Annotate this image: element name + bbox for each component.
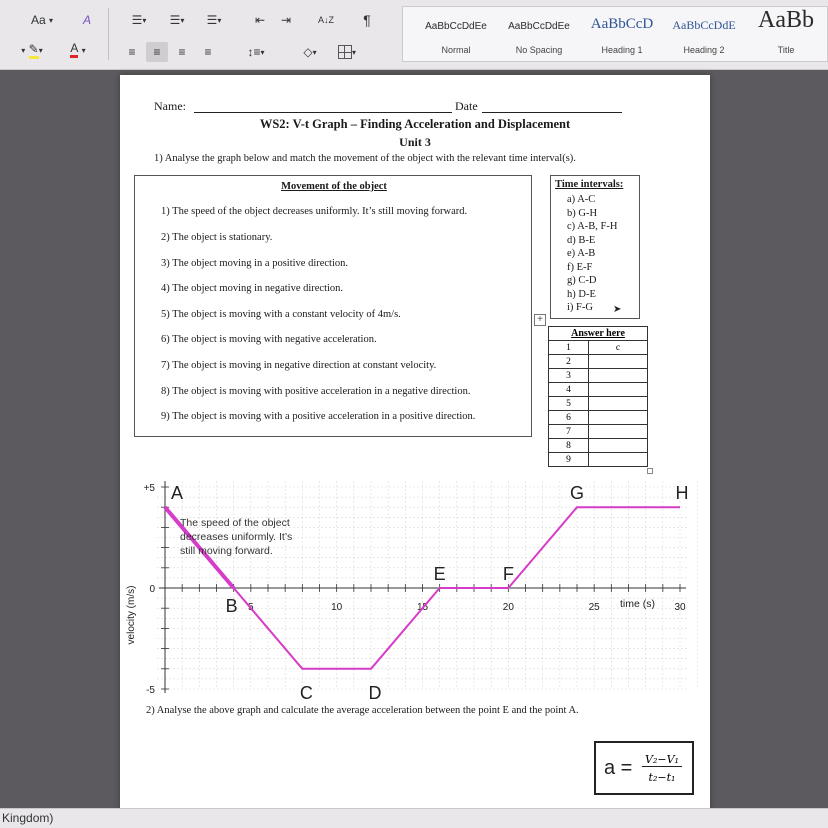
- answer-cell[interactable]: [589, 355, 648, 369]
- movement-item: 5) The object is moving with a constant velocity of 4m/s.: [161, 309, 401, 320]
- x-axis-label: time (s): [620, 598, 655, 610]
- chevron-down-icon: ▾: [21, 45, 26, 55]
- interval-item: i) F-G: [567, 302, 593, 313]
- decrease-indent-icon: ⇤: [254, 13, 266, 27]
- point-label: D: [368, 682, 382, 703]
- ribbon-toolbar: [0, 0, 828, 70]
- shading-button[interactable]: [294, 42, 326, 62]
- bullet-list-button[interactable]: [120, 10, 158, 30]
- decrease-indent-button[interactable]: [250, 10, 270, 30]
- name-line[interactable]: [194, 112, 452, 113]
- point-label: H: [675, 483, 689, 504]
- mouse-cursor-icon: ➤: [613, 304, 622, 315]
- chart-ticks: [144, 483, 686, 696]
- chevron-down-icon: ▾: [142, 15, 147, 25]
- point-label: C: [299, 682, 313, 703]
- table-row: [549, 439, 648, 453]
- answer-cell[interactable]: c: [589, 341, 648, 355]
- status-bar: [0, 808, 828, 828]
- graph-annotation: The speed of the object decreases uniformly. It’s still moving forward.: [180, 517, 293, 557]
- movement-item: 3) The object moving in a positive direction.: [161, 258, 349, 269]
- movement-item: 9) The object is moving with a positive acceleration in a positive direction.: [161, 411, 476, 422]
- chevron-down-icon: ▾: [351, 47, 356, 57]
- font-size-button[interactable]: [22, 10, 62, 30]
- x-tick-label: 5: [248, 602, 254, 613]
- y-axis-label: velocity (m/s): [126, 585, 137, 645]
- styles-gallery: [402, 6, 828, 62]
- answer-cell[interactable]: [589, 369, 648, 383]
- unit-label: Unit 3: [399, 135, 431, 149]
- answer-cell[interactable]: [589, 383, 648, 397]
- movement-item: 6) The object is moving with negative acceleration.: [161, 334, 377, 345]
- x-tick-label: 30: [674, 602, 686, 613]
- interval-item: b) G-H: [567, 207, 598, 219]
- style-name: Title: [777, 45, 795, 55]
- style-sample: AaBb: [758, 7, 814, 33]
- formula-numerator: V₂−V₁: [642, 753, 682, 767]
- vt-graph: [120, 465, 710, 705]
- movement-box: [134, 175, 532, 437]
- intervals-header: Time intervals:: [555, 179, 624, 190]
- table-row: [549, 397, 648, 411]
- date-label: Date: [455, 99, 478, 113]
- name-label: Name:: [154, 99, 186, 113]
- point-label: F: [502, 564, 514, 584]
- movement-item: 8) The object is moving with positive acceleration in a negative direction.: [161, 386, 471, 397]
- answer-number: 4: [549, 383, 589, 397]
- table-row: [549, 355, 648, 369]
- clear-formatting-icon: A: [82, 13, 91, 27]
- align-center-button[interactable]: [146, 42, 168, 62]
- style-name: Heading 2: [683, 45, 725, 55]
- formula-denominator: t₂−t₁: [648, 771, 676, 784]
- interval-item: g) C-D: [567, 275, 597, 286]
- chevron-down-icon: ▾: [260, 47, 265, 57]
- answer-number: 2: [549, 355, 589, 369]
- movement-item: 4) The object moving in negative direction.: [161, 283, 344, 294]
- answer-cell[interactable]: [589, 397, 648, 411]
- font-color-button[interactable]: [60, 40, 96, 60]
- highlight-button[interactable]: [8, 40, 56, 60]
- align-left-button[interactable]: [122, 42, 142, 62]
- style-no-spacing[interactable]: [499, 7, 579, 61]
- interval-item: e) A-B: [567, 248, 596, 259]
- numbered-list-button[interactable]: [160, 10, 194, 30]
- line-spacing-button[interactable]: [240, 42, 272, 62]
- table-row: [549, 327, 648, 341]
- style-normal[interactable]: [413, 7, 499, 61]
- chevron-down-icon: ▾: [180, 15, 185, 25]
- status-text: Kingdom): [2, 811, 54, 825]
- style-sample: AaBbCcDdEe: [425, 21, 487, 32]
- x-tick-label: 15: [416, 602, 429, 613]
- borders-button[interactable]: [330, 42, 364, 62]
- answer-number: 9: [549, 453, 589, 467]
- answer-number: 1: [549, 341, 589, 355]
- style-sample: AaBbCcDdEe: [508, 21, 570, 32]
- show-formatting-button[interactable]: [356, 10, 378, 30]
- answer-cell[interactable]: [589, 411, 648, 425]
- worksheet-title: WS2: V-t Graph – Finding Acceleration and Displacement: [259, 117, 571, 131]
- clear-formatting-button[interactable]: [74, 10, 100, 30]
- movement-header: Movement of the object: [281, 181, 387, 192]
- formula-box: [594, 741, 694, 795]
- point-label: G: [569, 483, 585, 504]
- style-sample: AaBbCcDdE: [672, 18, 736, 32]
- align-left-icon: ≡: [128, 45, 136, 59]
- chevron-down-icon: ▾: [312, 47, 317, 57]
- style-title[interactable]: [745, 7, 827, 61]
- ribbon-separator: [108, 8, 109, 60]
- movement-item: 7) The object is moving in negative direction at constant velocity.: [161, 360, 437, 371]
- time-intervals-box: [550, 175, 640, 319]
- y-tick-label: -5: [146, 685, 155, 696]
- justify-button[interactable]: [198, 42, 218, 62]
- sort-icon: A↓Z: [317, 15, 334, 25]
- answer-number: 3: [549, 369, 589, 383]
- numbered-list-icon: ☰: [169, 13, 181, 27]
- point-label: E: [433, 564, 446, 584]
- style-heading-1[interactable]: [581, 7, 663, 61]
- x-tick-label: 10: [331, 602, 343, 613]
- table-row: [549, 383, 648, 397]
- justify-icon: ≡: [204, 45, 212, 59]
- interval-item: a) A-C: [567, 194, 596, 205]
- x-tick-label: 25: [588, 602, 600, 613]
- document-page[interactable]: [120, 75, 710, 810]
- pilcrow-icon: ¶: [363, 12, 371, 28]
- table-row: [549, 341, 648, 355]
- table-row: [549, 369, 648, 383]
- borders-icon: [338, 45, 352, 59]
- table-move-handle-icon[interactable]: +: [534, 314, 546, 326]
- chevron-down-icon: ▾: [38, 45, 43, 55]
- answer-number: 8: [549, 439, 589, 453]
- style-sample: AaBbCcD: [590, 16, 654, 32]
- style-heading-2[interactable]: [663, 7, 745, 61]
- movement-item: 1) The speed of the object decreases uniformly. It’s still moving forward.: [161, 206, 468, 217]
- font-color-icon: A: [70, 42, 78, 58]
- x-tick-label: 20: [502, 602, 514, 613]
- line-spacing-icon: ↕≡: [247, 45, 261, 59]
- answer-number: 7: [549, 425, 589, 439]
- increase-indent-icon: ⇥: [280, 13, 292, 27]
- bullet-list-icon: ☰: [131, 13, 143, 27]
- answer-number: 5: [549, 397, 589, 411]
- chevron-down-icon: ▾: [217, 15, 222, 25]
- answer-cell[interactable]: [589, 439, 648, 453]
- chart-grid: [157, 481, 697, 689]
- answer-table: [548, 326, 648, 467]
- chevron-down-icon: ▾: [81, 45, 86, 55]
- align-right-icon: ≡: [178, 45, 186, 59]
- y-tick-label: 0: [149, 584, 155, 595]
- point-label: B: [225, 596, 238, 616]
- y-tick-label: +5: [143, 483, 155, 494]
- align-right-button[interactable]: [172, 42, 192, 62]
- style-name: Heading 1: [601, 45, 643, 55]
- multilevel-list-button[interactable]: [196, 10, 232, 30]
- question-1: 1) Analyse the graph below and match the movement of the object with the relevant time interval(s).: [154, 153, 576, 164]
- question-2: 2) Analyse the above graph and calculate the average acceleration between the point E and the point A.: [146, 705, 579, 716]
- align-center-icon: ≡: [153, 45, 161, 59]
- increase-indent-button[interactable]: [276, 10, 296, 30]
- sort-button[interactable]: [314, 10, 338, 30]
- table-row: [549, 425, 648, 439]
- font-size-label: Aa: [30, 13, 46, 27]
- point-label: A: [170, 483, 184, 504]
- interval-item: f) E-F: [567, 261, 593, 273]
- formula-lhs: a =: [604, 757, 633, 779]
- multilevel-list-icon: ☰: [206, 13, 218, 27]
- interval-item: h) D-E: [567, 288, 596, 300]
- movement-item: 2) The object is stationary.: [161, 232, 273, 243]
- answer-header: Answer here: [549, 327, 648, 341]
- style-name: No Spacing: [515, 45, 563, 55]
- answer-number: 6: [549, 411, 589, 425]
- interval-item: d) B-E: [567, 234, 596, 246]
- table-row: [549, 411, 648, 425]
- date-line[interactable]: [482, 112, 622, 113]
- paint-bucket-icon: ◇: [303, 45, 313, 59]
- highlighter-icon: ✎: [29, 42, 39, 59]
- answer-cell[interactable]: [589, 425, 648, 439]
- style-name: Normal: [441, 45, 471, 55]
- interval-item: c) A-B, F-H: [567, 221, 618, 232]
- chevron-down-icon: ▾: [49, 15, 54, 25]
